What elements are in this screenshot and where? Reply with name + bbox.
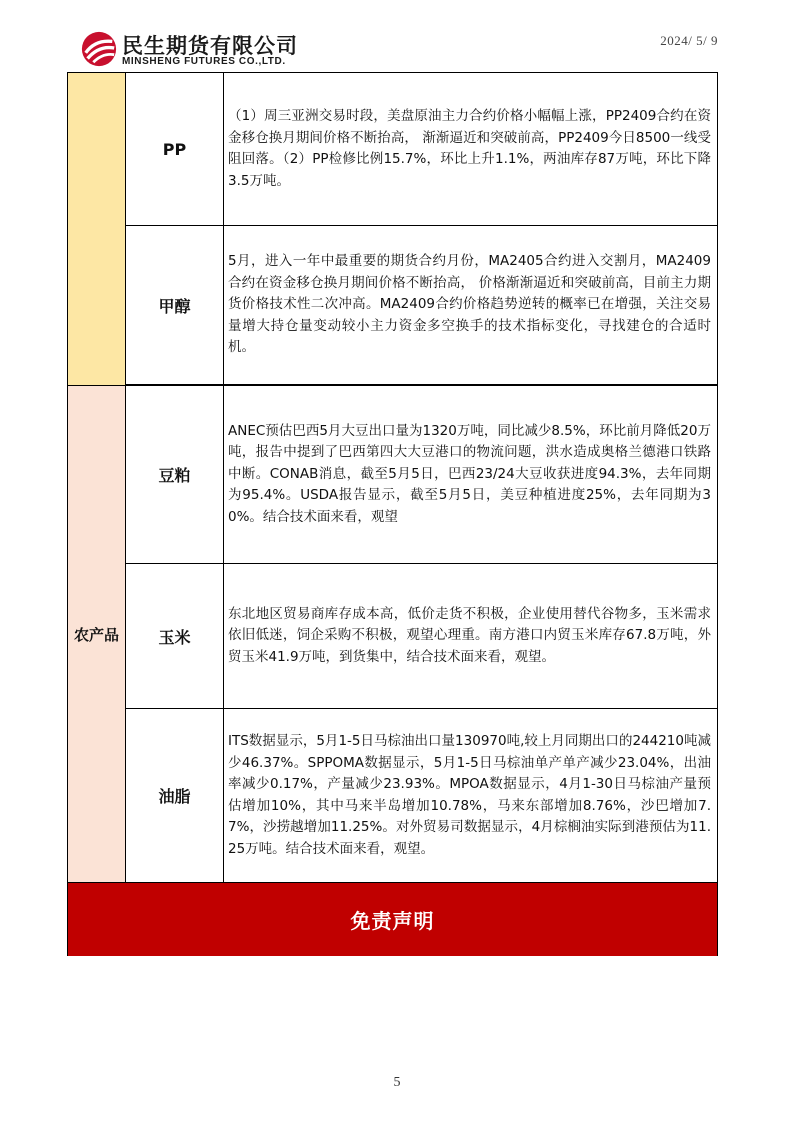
category-cell-energy — [68, 73, 126, 385]
page-header — [0, 0, 794, 72]
product-name: 玉米 — [126, 564, 224, 708]
table-row — [126, 709, 717, 882]
company-name-en: MINSHENG FUTURES CO.,LTD. — [122, 56, 286, 67]
commodity-table — [67, 72, 718, 956]
product-analysis — [224, 709, 717, 882]
analysis-text: 东北地区贸易商库存成本高，低价走货不积极，企业使用替代谷物多，玉米需求依旧低迷，饲企采购不积极，观望心理重。南方港口内贸玉米库存67.8万吨，外贸玉米41.9万吨，到货集中，结合技术面来看，观望。 — [228, 605, 711, 665]
category-cell-agri — [68, 385, 126, 882]
page-number: 5 — [393, 1075, 401, 1090]
product-name: PP — [126, 73, 224, 225]
analysis-text: 5月，进入一年中最重要的期货合约月份，MA2405合约进入交割月，MA2409合约在资金移仓换月期间价格不断抬高， 价格渐渐逼近和突破前高，目前主力期货价格技术性二次冲高。MA2409合约价格趋势逆转的概率已在增强，关注交易量增大持仓量变动较小主力资金多空换手的技术指标变化，寻找建仓的合适时机。 — [228, 253, 711, 356]
product-analysis — [224, 226, 717, 384]
company-logo-icon — [80, 30, 118, 68]
table-row — [126, 385, 717, 564]
company-name-cn: 民生期货有限公司 — [122, 34, 298, 58]
analysis-text: （1）周三亚洲交易时段，美盘原油主力合约价格小幅幅上涨，PP2409合约在资金移仓换月期间价格不断抬高， 渐渐逼近和突破前高，PP2409今日8500一线受阻回落。（2）PP检修比例15.7%，环比上升1.1%，两油库存87万吨，环比下降3.5万吨。 — [228, 108, 711, 189]
category-label: 农产品 — [73, 625, 119, 644]
disclaimer-banner: 免责声明 — [68, 882, 717, 956]
product-name: 油脂 — [126, 709, 224, 882]
product-analysis — [224, 73, 717, 225]
product-analysis — [224, 386, 717, 563]
product-name: 豆粕 — [126, 386, 224, 563]
analysis-text: ITS数据显示，5月1-5日马棕油出口量130970吨,较上月同期出口的244210吨减少46.37%。SPPOMA数据显示，5月1-5日马棕油单产单产减少23.04%，出油率减少0.17%，产量减少23.93%。MPOA数据显示，4月1-30日马棕油产量预估增加10%，其中马来半岛增加10.78%，马来东部增加8.76%，沙巴增加7.7%，沙捞越增加11.25%。对外贸易司数据显示，4月棕榈油实际到港预估为11.25万吨。结合技术面来看，观望。 — [228, 733, 711, 857]
product-name: 甲醇 — [126, 226, 224, 384]
table-row — [126, 564, 717, 709]
table-row — [126, 226, 717, 385]
analysis-text: ANEC预估巴西5月大豆出口量为1320万吨，同比减少8.5%，环比前月降低20万吨，报告中提到了巴西第四大大豆港口的物流问题，洪水造成奥格兰德港口铁路中断。CONAB消息，截至5月5日，巴西23/24大豆收获进度94.3%，去年同期为95.4%。USDA报告显示，截至5月5日，美豆种植进度25%，去年同期为30%。结合技术面来看，观望 — [228, 422, 711, 525]
table-row — [126, 73, 717, 226]
product-analysis — [224, 564, 717, 708]
report-date: 2024/ 5/ 9 — [660, 33, 718, 48]
